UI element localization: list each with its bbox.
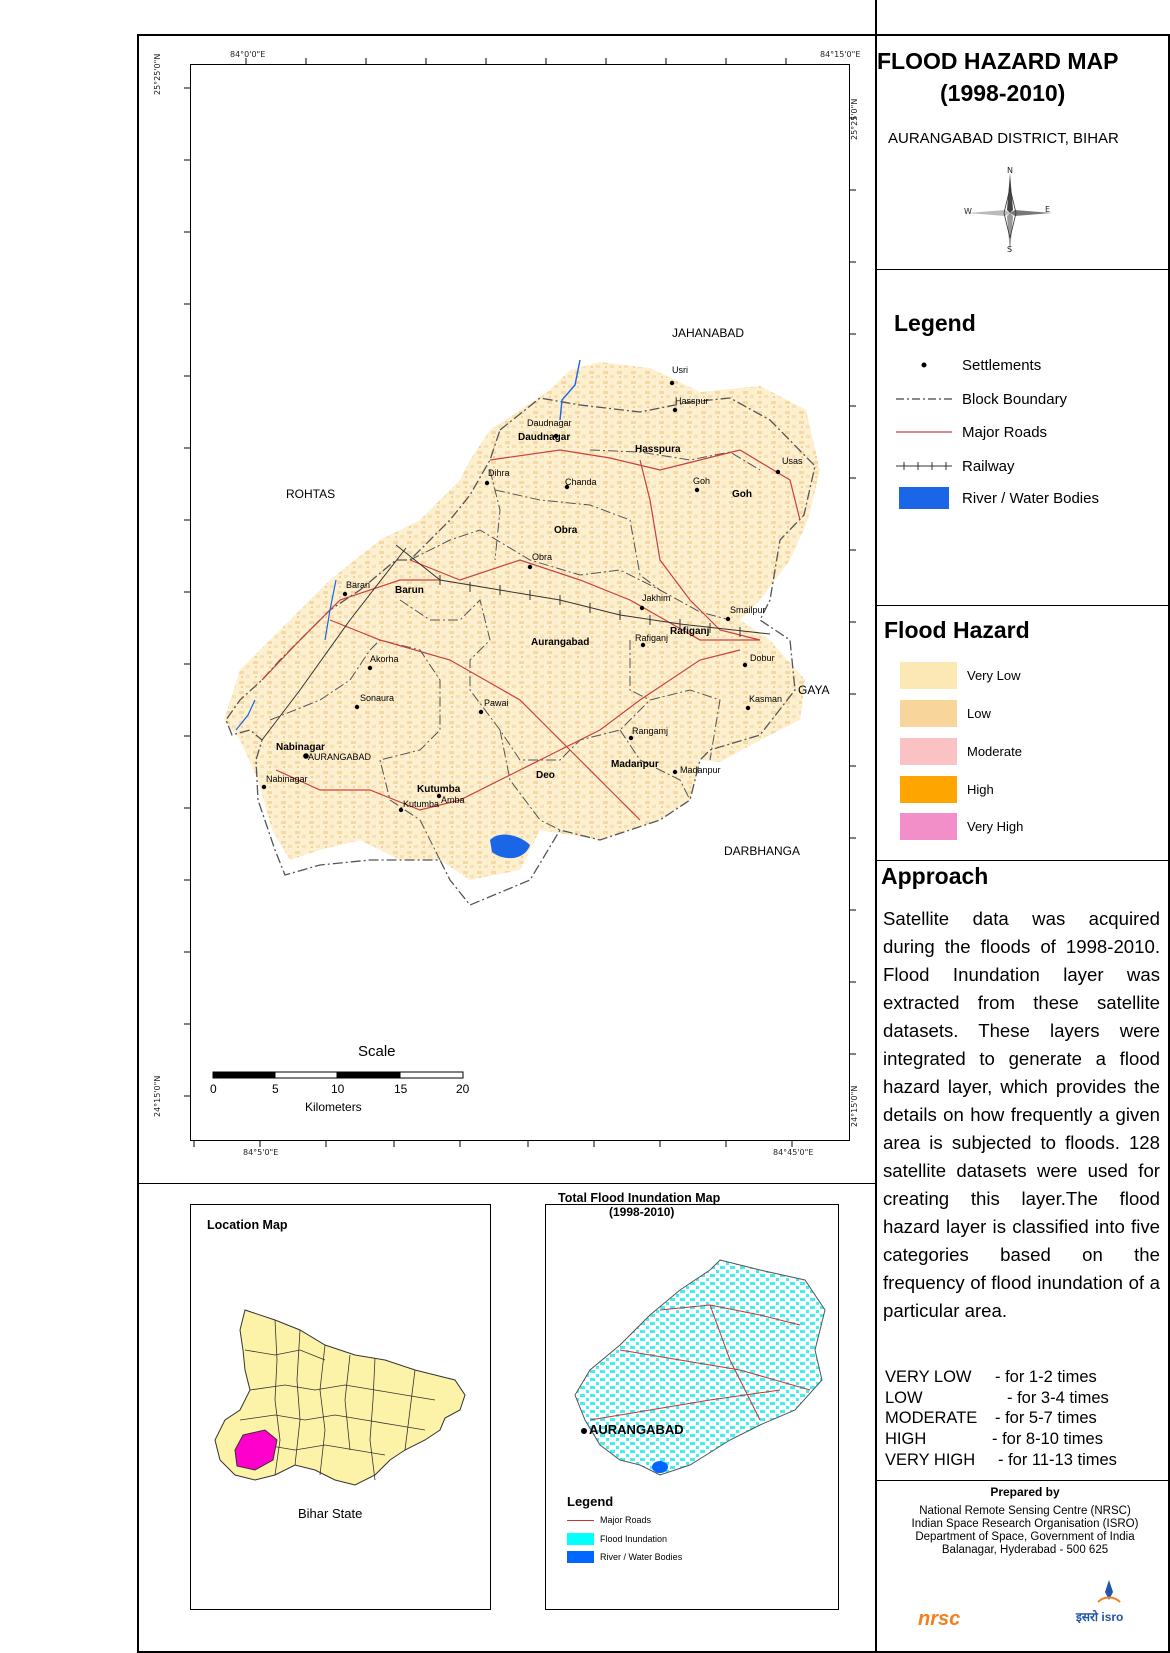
isro-rocket-icon [1094,1578,1124,1610]
dot-icon [896,355,952,375]
map-title: FLOOD HAZARD MAP [877,48,1119,74]
place-daudnagar: Daudnagar [527,418,572,428]
grid-label-right-top: 25°25'0"N [850,98,859,140]
place-amba: Amba [441,795,465,805]
grid-label-bottom-right: 84°45'0"E [773,1148,814,1157]
district-label-jahanabad: JAHANABAD [672,326,745,340]
inundation-mini-map [560,1250,830,1490]
hazard-very-low: Very Low [900,662,1020,689]
hazard-low: Low [900,700,991,727]
inundation-legend-water: River / Water Bodies [567,1551,682,1563]
place-usri: Usri [672,365,688,375]
scale-tick-15: 15 [394,1082,408,1096]
prepared-line-1: National Remote Sensing Centre (NRSC) [919,1505,1131,1517]
hazard-high: High [900,776,994,803]
compass-n: N [1007,166,1013,175]
place-nabinagar: Nabinagar [266,774,308,784]
scale-tick-10: 10 [331,1082,345,1096]
dash-dot-line-icon [896,389,952,409]
district-label-darbhanga: DARBHANGA [724,844,801,858]
prepared-line-2: Indian Space Research Organisation (ISRO) [911,1518,1139,1530]
inundation-legend-flood: Flood Inundation [567,1533,667,1545]
compass-e: E [1045,205,1051,214]
class-moderate: MODERATE - for 5-7 times [885,1409,1097,1427]
compass-w: W [964,207,972,216]
legend-item-settlements: Settlements [896,355,1041,375]
block-label-deo: Deo [536,770,555,781]
map-subtitle: AURANGABAD DISTRICT, BIHAR [888,130,1119,147]
legend-item-water: River / Water Bodies [896,488,1099,508]
block-label-madanpur: Madanpur [611,759,659,770]
place-smailpur: Smailpur [730,605,766,615]
block-label-rafiganj: Rafiganj [670,626,710,637]
block-label-aurangabad: Aurangabad [531,637,590,648]
place-chanda: Chanda [565,477,597,487]
grid-label-left-top: 25°25'0"N [153,53,162,95]
place-sonaura: Sonaura [360,693,395,703]
prepared-line-3: Department of Space, Government of India [915,1531,1135,1543]
scale-unit: Kilometers [305,1100,362,1114]
grid-label-top-left: 84°0'0"E [230,50,266,59]
district-label-gaya: GAYA [798,683,830,697]
place-baran: Baran [346,580,371,590]
place-hasspur: Hasspur [675,396,709,406]
class-very-low: VERY LOW - for 1-2 times [885,1368,1097,1386]
block-label-barun: Barun [395,585,424,596]
place-jakhim: Jakhim [642,593,671,603]
isro-logo: इसरो isro [1076,1610,1124,1624]
bihar-state-map [205,1300,475,1500]
grid-label-left-bottom: 24°15'0"N [153,1075,162,1117]
hazard-swatch-high [900,776,957,803]
block-label-nabinagar: Nabinagar [276,742,325,753]
compass-s: S [1007,245,1013,254]
approach-text: Satellite data was acquired during the floods of 1998-2010. Flood Inundation layer was extracted from these satellite datasets. These layers were integrated to generate a flood hazard layer, which provides the details on how frequently a given area is subjected to floods. 128 satellite datasets were used for creating this layer.The flood hazard layer is classified into five categories based on the frequency of flood inundation of a particular area. [883,908,1160,1321]
inundation-legend-heading: Legend [567,1494,614,1509]
inundation-map-years: (1998-2010) [609,1205,675,1219]
block-label-obra: Obra [554,525,578,536]
place-rafiganj: Rafiganj [635,633,669,643]
flood-swatch [567,1533,594,1545]
district-label-rohtas: ROHTAS [286,487,336,501]
place-madanpur: Madanpur [680,765,721,775]
hazard-very-high: Very High [900,813,1023,840]
place-kasman: Kasman [749,694,783,704]
approach-heading: Approach [881,863,989,889]
class-low: LOW - for 3-4 times [885,1389,1109,1407]
location-map-title: Location Map [207,1218,288,1232]
place-dihra: Dihra [488,468,510,478]
place-pawai: Pawai [484,698,509,708]
place-obra: Obra [532,552,553,562]
bihar-state-caption: Bihar State [298,1506,363,1521]
prepared-heading: Prepared by [990,1485,1060,1499]
grid-label-right-bottom: 24°15'0"N [850,1085,859,1127]
road-line-swatch [567,1520,594,1521]
map-title-years: (1998-2010) [940,80,1066,106]
block-label-goh: Goh [732,489,752,500]
block-label-hasspura: Hasspura [635,444,681,455]
railway-line-icon [896,456,952,476]
block-label-daudnagar: Daudnagar [518,432,571,443]
legend-heading: Legend [894,310,976,336]
place-goh: Goh [693,476,711,486]
water-swatch [567,1551,594,1563]
hazard-swatch-very-high [900,813,957,840]
red-line-icon [896,422,952,442]
legend-item-major-roads: Major Roads [896,422,1047,442]
block-label-kutumba: Kutumba [417,784,461,795]
prepared-line-4: Balanagar, Hyderabad - 500 625 [941,1544,1109,1556]
hazard-swatch-very-low [900,662,957,689]
place-kutumba: Kutumba [403,799,440,809]
hazard-swatch-low [900,700,957,727]
grid-label-top-right: 84°15'0"E [820,50,861,59]
inundation-town-label: AURANGABAD [589,1422,684,1437]
scale-tick-20: 20 [456,1082,470,1096]
scale-bar [213,1072,463,1078]
nrsc-logo: nrsc [918,1608,961,1630]
scale-tick-5: 5 [272,1082,279,1096]
scale-label: Scale [358,1043,396,1060]
scale-tick-0: 0 [210,1082,217,1096]
flood-hazard-heading: Flood Hazard [884,617,1030,643]
place-akorha: Akorha [370,654,399,664]
legend-item-block-boundary: Block Boundary [896,389,1067,409]
class-very-high: VERY HIGH - for 11-13 times [885,1451,1117,1469]
class-high: HIGH - for 8-10 times [885,1430,1103,1448]
place-rangamj: Rangamj [632,726,669,736]
place-aurangabad-town: AURANGABAD [308,752,372,762]
inundation-legend-roads: Major Roads [567,1515,651,1525]
legend-item-railway: Railway [896,456,1015,476]
blue-fill-icon [896,488,952,508]
place-usas: Usas [782,456,803,466]
hazard-moderate: Moderate [900,738,1022,765]
grid-label-bottom-left: 84°5'0"E [243,1148,279,1157]
hazard-swatch-moderate [900,738,957,765]
place-dobur: Dobur [750,653,775,663]
inundation-map-title: Total Flood Inundation Map [558,1191,721,1205]
